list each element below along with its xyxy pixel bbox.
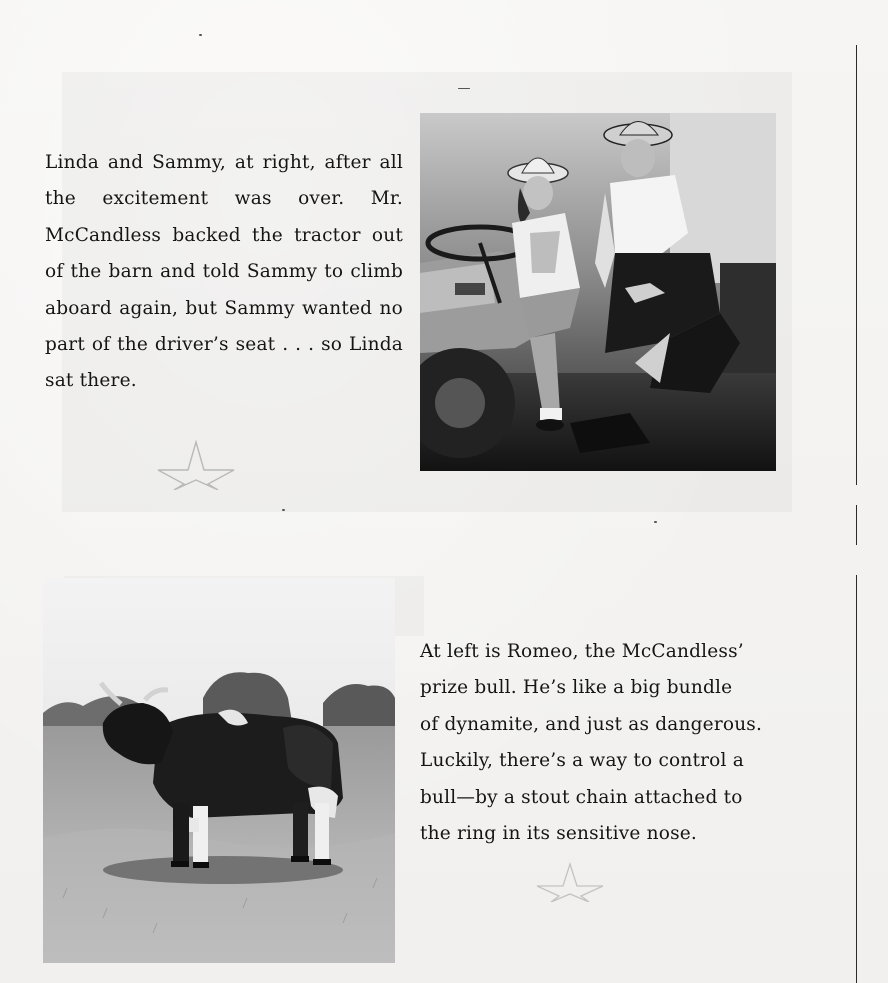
ink-speck — [654, 521, 657, 523]
star-icon — [156, 440, 236, 490]
bull-photo-image — [43, 578, 395, 963]
caption-line: bull—by a stout chain attached to — [420, 786, 743, 808]
ink-speck — [458, 88, 470, 89]
tractor-photo-image — [420, 113, 776, 471]
bull-photo — [43, 578, 395, 963]
caption-line: the ring in its sensitive nose. — [420, 823, 697, 845]
star-icon — [535, 862, 605, 902]
ink-speck — [199, 34, 202, 36]
caption-tractor: Linda and Sammy, at right, after all the excitement was over. Mr. McCandless backed the tractor out of the barn and told Sammy to climb aboard again, but Sammy wanted no part of the driver’s seat . . . so Linda sat there. — [45, 152, 403, 392]
caption-line: of dynamite, and just as dangerous. — [420, 713, 763, 735]
page-edge-line — [856, 45, 857, 485]
caption-line: prize bull. He’s like a big bundle — [420, 677, 733, 699]
caption-line: Luckily, there’s a way to control a — [420, 750, 744, 772]
caption-bull — [420, 634, 780, 852]
page-edge-line — [856, 505, 857, 545]
page-edge-line — [856, 575, 857, 983]
caption-line: At left is Romeo, the McCandless’ — [420, 641, 744, 662]
tractor-photo — [420, 113, 776, 471]
ink-speck — [282, 509, 285, 511]
